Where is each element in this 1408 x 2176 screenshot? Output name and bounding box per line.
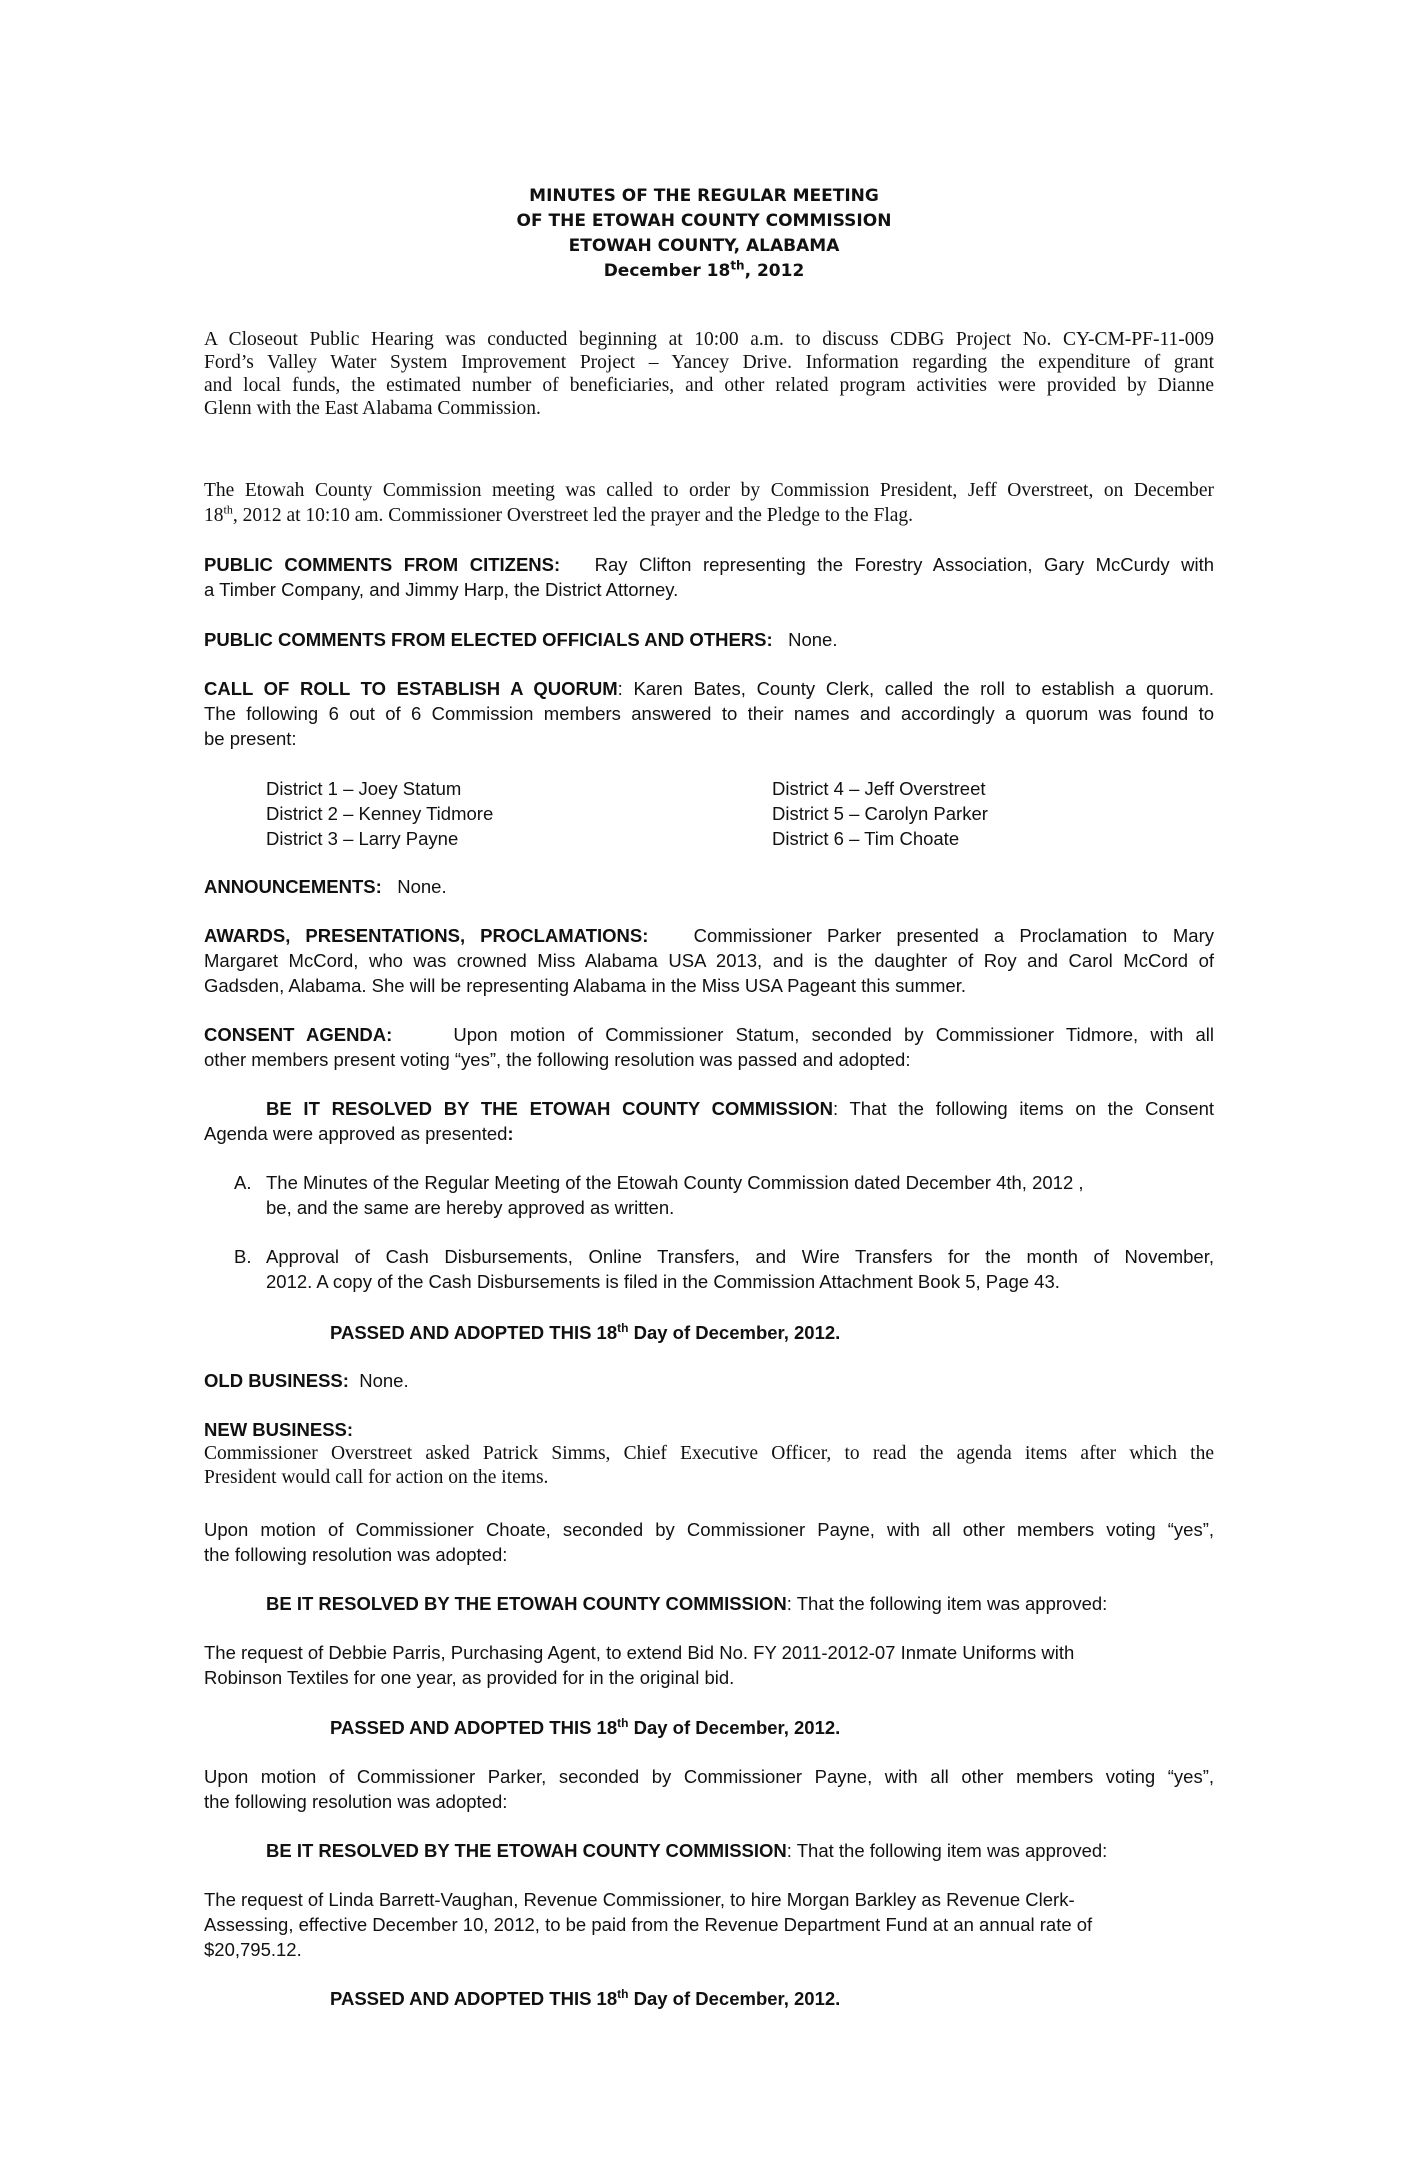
roll-call-section: CALL OF ROLL TO ESTABLISH A QUORUM: Karen Bates, County Clerk, called the roll to establish a quorum. The following 6 out of 6 Commission members answered to their names and accordingly a quorum was found to be present:	[204, 678, 1214, 749]
district-item: District 4 – Jeff Overstreet	[772, 778, 986, 799]
consent-passed-line: PASSED AND ADOPTED THIS 18th Day of December, 2012.	[330, 1320, 841, 1343]
request-2: The request of Linda Barrett-Vaughan, Revenue Commissioner, to hire Morgan Barkley as Revenue Clerk- Assessing, effective December 10, 2012, to be paid from the Revenue Department Fund at an annual rate of $20,795.12.	[204, 1889, 1093, 1960]
title-line-1: MINUTES OF THE REGULAR MEETING	[529, 186, 879, 206]
call-to-order-paragraph: The Etowah County Commission meeting was called to order by Commission President, Jeff Overstreet, on December 18th, 2012 at 10:10 am. Commissioner Overstreet led the prayer and the Pledge to the Flag.	[204, 480, 1214, 526]
district-item: District 5 – Carolyn Parker	[772, 803, 988, 824]
section-heading: CALL OF ROLL TO ESTABLISH A QUORUM	[204, 678, 618, 699]
public-comments-elected: PUBLIC COMMENTS FROM ELECTED OFFICIALS AND OTHERS: None.	[204, 629, 838, 650]
section-heading: AWARDS, PRESENTATIONS, PROCLAMATIONS:	[204, 925, 649, 946]
consent-resolution: BE IT RESOLVED BY THE ETOWAH COUNTY COMMISSION: That the following items on the Consent Agenda were approved as presented:	[204, 1098, 1215, 1144]
title-line-3: ETOWAH COUNTY, ALABAMA	[568, 236, 840, 256]
section-heading: PUBLIC COMMENTS FROM ELECTED OFFICIALS AND OTHERS:	[204, 629, 773, 650]
district-item: District 2 – Kenney Tidmore	[266, 803, 494, 824]
district-list-right	[772, 776, 988, 851]
new-business-section: NEW BUSINESS: Commissioner Overstreet asked Patrick Simms, Chief Executive Officer, to read the agenda items after which the President would call for action on the items.	[204, 1419, 1214, 1488]
announcements-section: ANNOUNCEMENTS: None.	[204, 876, 447, 897]
consent-agenda-section: CONSENT AGENDA: Upon motion of Commissioner Statum, seconded by Commissioner Tidmore, with all other members present voting “yes”, the following resolution was passed and adopted:	[204, 1024, 1214, 1070]
consent-item-a: A. The Minutes of the Regular Meeting of the Etowah County Commission dated December 4th, 2012 , be, and the same are hereby approved as written.	[234, 1172, 1084, 1218]
section-heading: NEW BUSINESS:	[204, 1419, 354, 1440]
request-1: The request of Debbie Parris, Purchasing Agent, to extend Bid No. FY 2011-2012-07 Inmate Uniforms with Robinson Textiles for one year, as provided for in the original bid.	[204, 1642, 1075, 1688]
district-item: District 1 – Joey Statum	[266, 778, 462, 799]
public-comments-citizens: PUBLIC COMMENTS FROM CITIZENS: Ray Clifton representing the Forestry Association, Gary McCurdy with a Timber Company, and Jimmy Harp, the District Attorney.	[204, 554, 1215, 600]
section-heading: ANNOUNCEMENTS:	[204, 876, 382, 897]
public-hearing-paragraph: A Closeout Public Hearing was conducted beginning at 10:00 a.m. to discuss CDBG Project No. CY-CM-PF-11-009 Ford’s Valley Water System Improvement Project – Yancey Drive. Information regarding the expenditure of grant and local funds, the estimated number of beneficiaries, and other related program activities were provided by Dianne Glenn with the East Alabama Commission.	[204, 329, 1214, 419]
consent-item-b: B. Approval of Cash Disbursements, Online Transfers, and Wire Transfers for the month of November, 2012. A copy of the Cash Disbursements is filed in the Commission Attachment Book 5, Page 43.	[234, 1246, 1214, 1292]
awards-section: AWARDS, PRESENTATIONS, PROCLAMATIONS: Commissioner Parker presented a Proclamation to Mary Margaret McCord, who was crowned Miss Alabama USA 2013, and is the daughter of Roy and Carol McCord of Gadsden, Alabama. She will be representing Alabama in the Miss USA Pageant this summer.	[204, 925, 1215, 996]
passed-line-2: PASSED AND ADOPTED THIS 18th Day of December, 2012.	[330, 1986, 841, 2009]
district-item: District 6 – Tim Choate	[772, 828, 960, 849]
section-heading: PUBLIC COMMENTS FROM CITIZENS:	[204, 554, 561, 575]
meeting-date: December 18th, 2012	[603, 258, 805, 281]
section-heading: CONSENT AGENDA:	[204, 1024, 393, 1045]
passed-line-1: PASSED AND ADOPTED THIS 18th Day of December, 2012.	[330, 1715, 841, 1738]
old-business-section: OLD BUSINESS: None.	[204, 1370, 409, 1391]
district-item: District 3 – Larry Payne	[266, 828, 459, 849]
document-title	[0, 184, 1408, 284]
motion-2: Upon motion of Commissioner Parker, seconded by Commissioner Payne, with all other members voting “yes”, the following resolution was adopted:	[204, 1766, 1214, 1812]
title-line-2: OF THE ETOWAH COUNTY COMMISSION	[516, 211, 892, 231]
resolution-1: BE IT RESOLVED BY THE ETOWAH COUNTY COMMISSION: That the following item was approved:	[266, 1593, 1108, 1614]
resolution-2: BE IT RESOLVED BY THE ETOWAH COUNTY COMMISSION: That the following item was approved:	[266, 1840, 1108, 1861]
motion-1: Upon motion of Commissioner Choate, seconded by Commissioner Payne, with all other members voting “yes”, the following resolution was adopted:	[204, 1519, 1214, 1565]
section-heading: OLD BUSINESS:	[204, 1370, 349, 1391]
district-list-left	[266, 776, 493, 851]
